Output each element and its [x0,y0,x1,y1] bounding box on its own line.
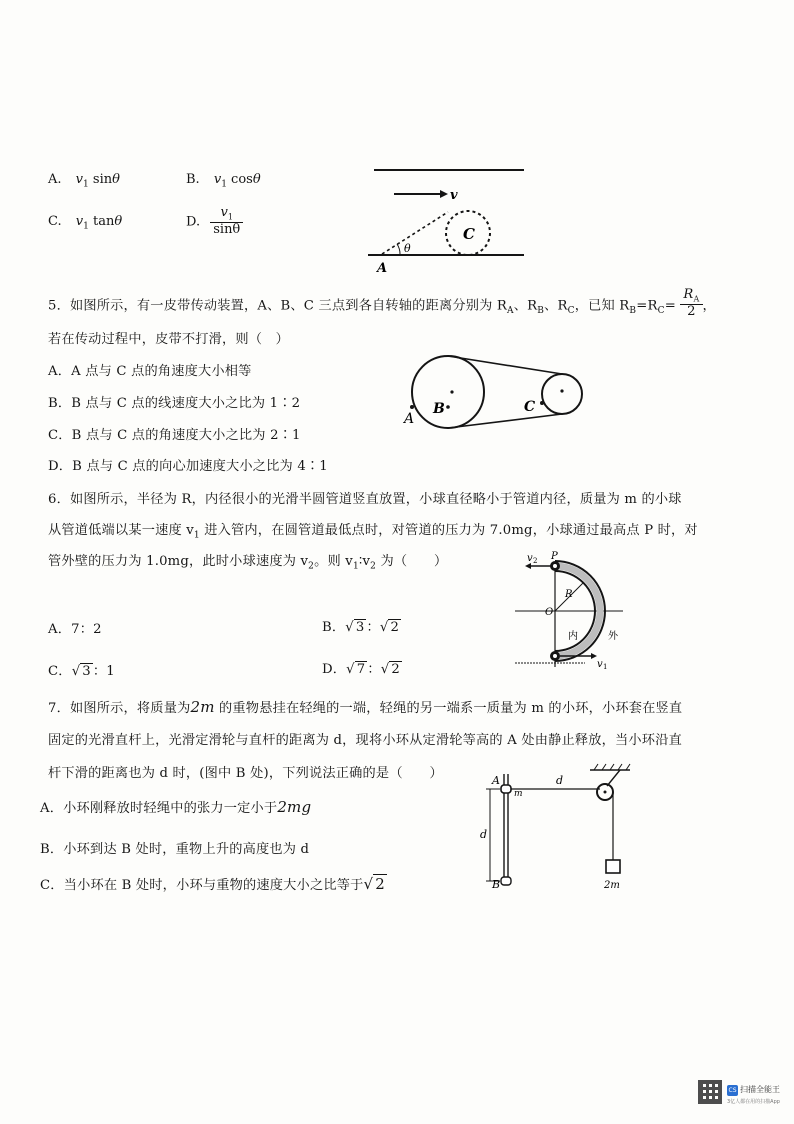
q5-option-a: A．A 点与 C 点的角速度大小相等 [48,364,252,379]
q5-center-dot-c [560,389,563,392]
q4-arrow-head [440,190,448,198]
q6-option-d: D．√ 7 ：√ 2 [322,662,400,677]
q7-stem-line3: 杆下滑的距离也为 d 时，(图中 B 处)，下列说法正确的是（ ） [48,766,443,781]
q6-stem-line2: 从管道低端以某一速度 $v_1$ 进入管内，在圆管道最低点时，对管道的压力为 7.0mg，小球通过最高点 P 时，对 [48,523,698,541]
q6-label-v2-sub: 2 [533,557,538,565]
q6-ball-top-hole [553,564,557,568]
q6-option-b-sqrt2: √ 2 [379,620,400,635]
q7-pulley-axle [604,791,607,794]
q4-option-a: A. $v_1$ sinθ [48,172,120,190]
q7-option-a: A．小环刚释放时轻绳中的张力一定小于2mg [40,798,312,816]
q7-option-c-sqrt: √ 2 [363,875,386,893]
q7-ring-b [501,877,511,885]
q6-label-r: R [565,589,573,600]
q5-point-b [446,405,450,409]
q5-belt-bottom [448,414,562,428]
q7-label-d-top: d [556,774,564,787]
q5-belt-top [448,356,562,374]
q6-ball-bottom-hole [553,654,557,658]
q5-stem-line1: 5．如图所示，有一皮带传动装置，A、B、C 三点到各自转轴的距离分别为 $R_A$、$R_B$、$R_C$，已知 $R_B=R_C=$ $\frac{R_A}{2}$ ， [48,287,716,320]
q7-hatch-5 [626,764,630,770]
q4-option-d-fraction: $\frac{v_1}{\sin\theta}$ [210,206,243,238]
q6-option-d-sqrt2: √ 2 [380,662,400,677]
q5-fraction: $\frac{R_A}{2}$ [680,288,702,320]
q7-hatch-2 [602,764,606,770]
q7-hatch-1 [594,764,598,770]
q5-label-a: A [404,411,415,427]
q7-hatch-4 [618,764,622,770]
q6-label-outer: 外 [608,631,618,642]
q7-ring-a [501,785,511,793]
q5-label-c: C [524,399,536,415]
camscanner-logo-icon: CS [728,1087,737,1094]
watermark-brand: 扫描全能王 [740,1085,780,1094]
q4-dashed-rope [382,212,448,254]
q4-option-b: B. $v_1$ cosθ [186,172,261,190]
q7-label-2m: 2m [604,880,620,891]
q5-stem-line2: 若在传动过程中，皮带不打滑，则（ ） [48,332,289,347]
q4-option-c: C. $v_1$ tanθ [48,214,123,232]
q4-label-theta: θ [404,242,411,255]
q6-option-c: C．√ 3 ：1 [48,664,115,679]
q6-stem-line3: 管外壁的压力为 1.0mg，此时小球速度为 $v_2$。则 $v_1∶v_2$ 为（ ） [48,554,448,572]
q6-option-b: B．√ 3 ：√ 2 [322,620,400,635]
q5-figure [400,345,600,445]
q6-figure [505,551,635,675]
q4-label-v: v [450,188,458,203]
q7-pulley-arm [607,770,620,786]
q5-large-pulley [412,356,484,428]
q4-label-c: C [463,225,475,243]
q7-figure [470,760,640,895]
q6-label-inner: 内 [568,631,578,642]
q4-label-a: A [377,261,388,276]
q5-small-pulley [542,374,582,414]
q4-figure [360,160,530,275]
q7-stem-line2: 固定的光滑直杆上，光滑定滑轮与直杆的距离为 d，现将小环从定滑轮等高的 A 处由静止释放，当小环沿直 [48,733,682,748]
q5-label-b: B [433,401,445,417]
q6-label-v2: v [527,553,533,564]
q6-option-b-sqrt1: √ 3 [345,620,365,635]
q6-label-v1: v [597,659,603,670]
q5-option-c: C．B 点与 C 点的角速度大小之比为 2∶1 [48,428,301,443]
q6-stem-line1: 6．如图所示，半径为 R，内径很小的光滑半圆管道竖直放置，小球直径略小于管道内径，质量为 m 的小球 [48,492,682,507]
q5-option-b: B．B 点与 C 点的线速度大小之比为 1∶2 [48,396,301,411]
q6-label-p: P [551,551,558,562]
q6-option-c-sqrt: √ 3 [71,664,91,679]
q5-option-d: D．B 点与 C 点的向心加速度大小之比为 4∶1 [48,459,328,474]
q6-label-v1-sub: 1 [603,663,608,671]
q5-point-c [540,401,544,405]
q7-stem-line1: 7．如图所示，将质量为2m 的重物悬挂在轻绳的一端，轻绳的另一端系一质量为 m 的小环，小环套在竖直 [48,698,683,716]
watermark-subtitle: 3亿人都在用的扫描App [727,1099,780,1105]
q6-option-a: A．7：2 [48,622,102,637]
q5-point-a [410,405,414,409]
q7-label-d-side: d [480,828,488,841]
qr-code-icon [698,1080,722,1104]
q5-center-dot-b [450,390,453,393]
q7-hatch-3 [610,764,614,770]
q7-option-b: B．小环到达 B 处时，重物上升的高度也为 d [40,842,310,857]
q6-label-o: O [545,607,554,618]
q7-weight [606,860,620,873]
q7-label-b: B [492,878,501,891]
q6-option-d-sqrt1: √ 7 [346,662,366,677]
q4-option-d: D. $\frac{v_1}{\sin\theta}$ [186,206,243,238]
q7-label-m: m [514,789,523,799]
q7-label-a: A [492,774,500,787]
q7-option-c: C．当小环在 B 处时，小环与重物的速度大小之比等于√ 2 [40,875,386,893]
q4-angle-arc [397,244,400,254]
